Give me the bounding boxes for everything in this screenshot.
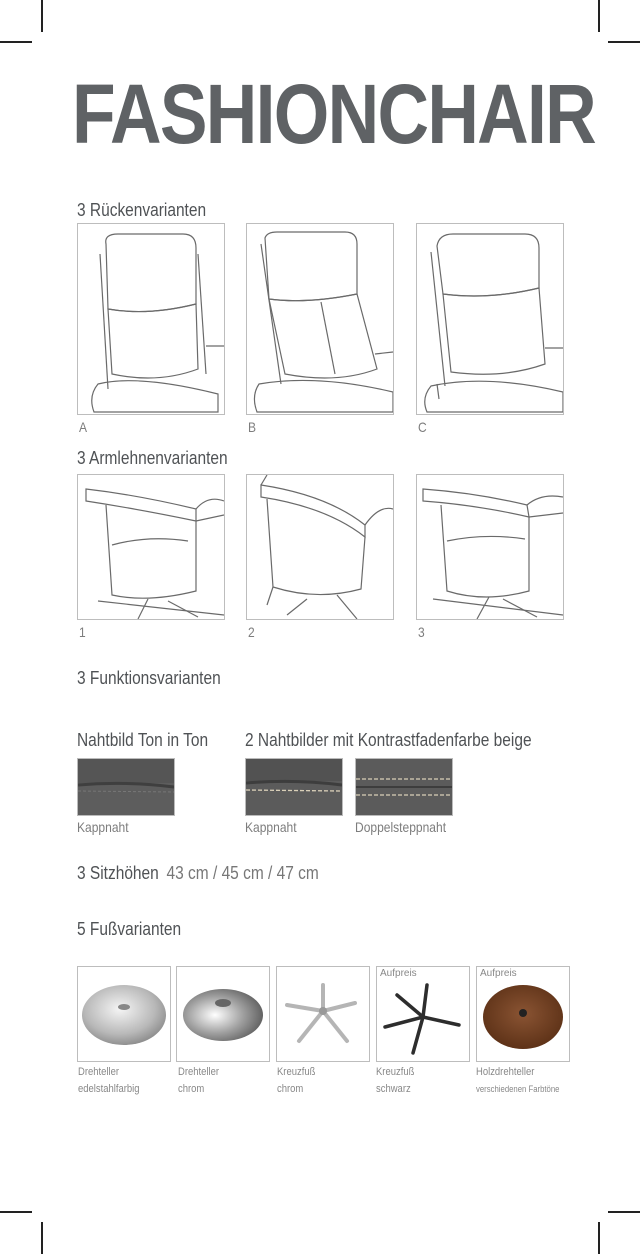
foot-variant-2-line1: Drehteller: [178, 1066, 220, 1078]
crop-mark: [41, 0, 43, 32]
back-variant-a-label: A: [79, 419, 88, 435]
seat-heights: [77, 863, 319, 884]
foot-variant-2-image: [176, 966, 270, 1062]
feet-variants-heading: 5 Fußvarianten: [77, 919, 182, 939]
seam-heading-tone: Nahtbild Ton in Ton: [77, 730, 209, 750]
crop-mark: [608, 1211, 640, 1213]
foot-variant-4-surcharge: Aufpreis: [380, 968, 417, 979]
foot-variant-2-line2: chrom: [178, 1083, 205, 1095]
arm-variant-3-label: 3: [418, 624, 425, 640]
foot-variant-4-image: [376, 966, 470, 1062]
seam-swatch-contrast-kappnaht: [245, 758, 343, 816]
back-variant-a-image: [77, 223, 225, 415]
seat-heights-heading: 3 Sitzhöhen: [77, 863, 159, 883]
foot-variant-5-caption: [476, 1064, 559, 1098]
crop-mark: [598, 0, 600, 32]
foot-variant-1-image: [77, 966, 171, 1062]
seam-swatch-contrast-doppelsteppnaht: [355, 758, 453, 816]
foot-variant-5-line1: Holzdrehteller: [476, 1066, 535, 1078]
foot-variant-3-line1: Kreuzfuß: [277, 1066, 316, 1078]
arm-variant-2-image: [246, 474, 394, 620]
back-variant-c-label: C: [418, 419, 427, 435]
foot-variant-4-caption: [376, 1064, 414, 1098]
foot-variant-4-line2: schwarz: [376, 1083, 411, 1095]
foot-variant-4-line1: Kreuzfuß: [376, 1066, 415, 1078]
foot-variant-1-line2: edelstahlfarbig: [78, 1083, 140, 1095]
foot-variant-3-line2: chrom: [277, 1083, 304, 1095]
seam-heading-contrast: 2 Nahtbilder mit Kontrastfadenfarbe beige: [245, 730, 532, 750]
seam-swatch-tone-kappnaht: [77, 758, 175, 816]
foot-variant-1-caption: [78, 1064, 140, 1098]
arm-variant-1-label: 1: [79, 624, 86, 640]
crop-mark: [0, 1211, 32, 1213]
foot-variant-5-image: [476, 966, 570, 1062]
arm-variant-2-label: 2: [248, 624, 255, 640]
page-title: FASHIONCHAIR: [72, 67, 596, 161]
foot-variant-5-surcharge: Aufpreis: [480, 968, 517, 979]
seam-label-2: Kappnaht: [245, 819, 297, 835]
seam-label-1: Kappnaht: [77, 819, 129, 835]
crop-mark: [608, 41, 640, 43]
arm-variant-3-image: [416, 474, 564, 620]
foot-variant-1-line1: Drehteller: [78, 1066, 120, 1078]
back-variant-b-label: B: [248, 419, 257, 435]
function-variants-heading: 3 Funktionsvarianten: [77, 668, 221, 688]
foot-variant-3-image: [276, 966, 370, 1062]
crop-mark: [598, 1222, 600, 1254]
seat-heights-values: 43 cm / 45 cm / 47 cm: [166, 863, 319, 883]
arm-variants-heading: 3 Armlehnenvarianten: [77, 448, 228, 468]
back-variants-heading: 3 Rückenvarianten: [77, 200, 207, 220]
foot-variant-5-line2: verschiedenen Farbtöne: [476, 1084, 560, 1094]
foot-variant-3-caption: [277, 1064, 315, 1098]
crop-mark: [0, 41, 32, 43]
foot-variant-2-caption: [178, 1064, 219, 1098]
back-variant-b-image: [246, 223, 394, 415]
arm-variant-1-image: [77, 474, 225, 620]
seam-label-3: Doppelsteppnaht: [355, 819, 447, 835]
crop-mark: [41, 1222, 43, 1254]
back-variant-c-image: [416, 223, 564, 415]
